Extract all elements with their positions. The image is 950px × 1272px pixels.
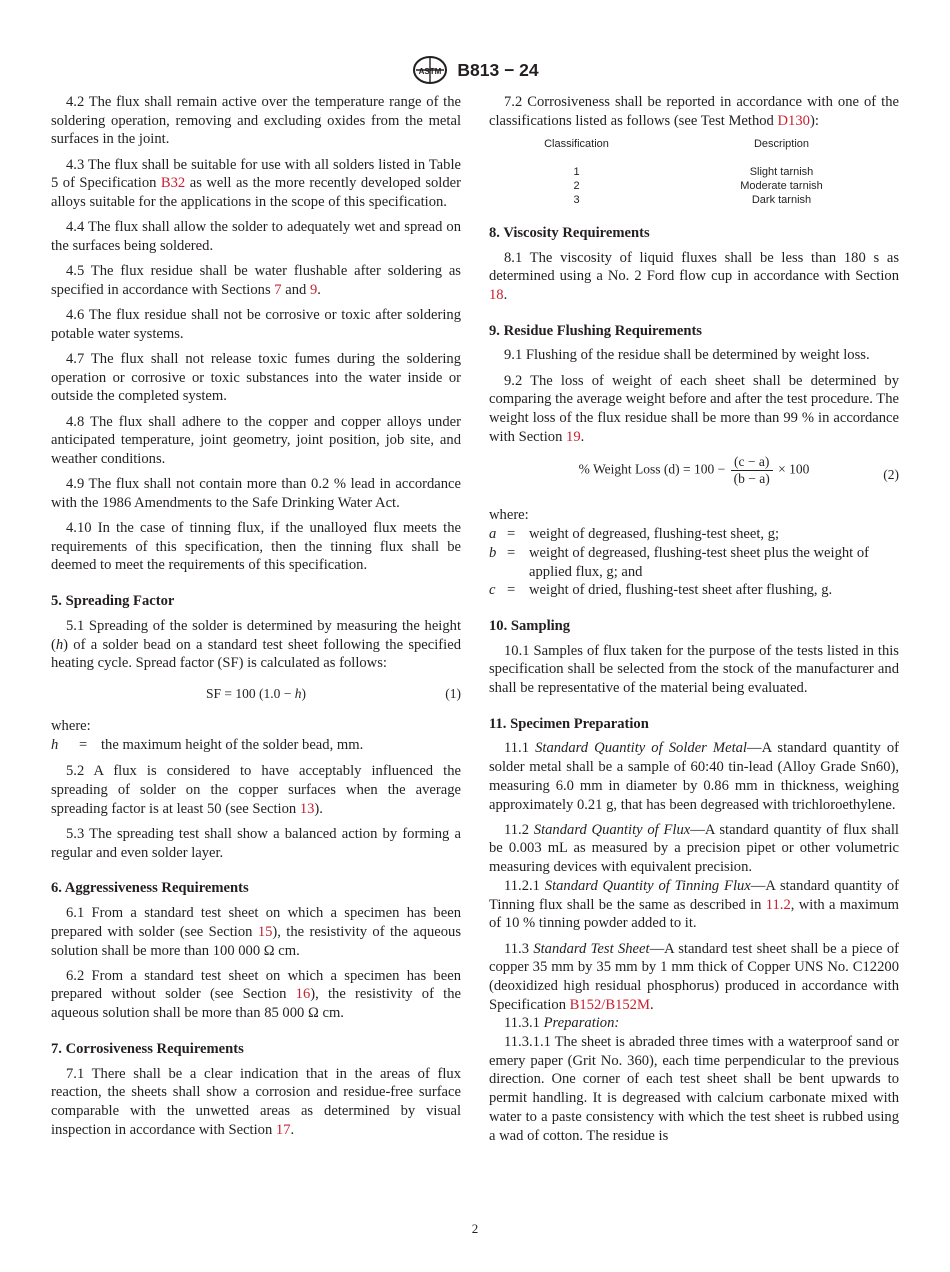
right-column [489,93,899,1145]
ref-link-section-17[interactable]: 17 [275,1121,291,1138]
definition-item: b = weight of degreased, flushing-test sheet plus the weight of applied flux, g; and [489,544,870,580]
para-4-4: 4.4 The flux shall allow the solder to adequately wet and spread on the surfaces being soldered. [51,219,461,254]
column-header: Description [753,137,810,150]
table-row [489,193,899,207]
where-label: where: [51,717,91,734]
definition-item: h = the maximum height of the solder bead, mm. [51,736,364,753]
para-11-3: 11.3 Standard Test Sheet—A standard test sheet shall be a piece of copper 35 mm by 35 mm by 1 mm thick of Copper UNS No. C12200 (deoxidized high residual phosphorus) produced in accordance with Specification B152/B152M. [489,940,899,1013]
ref-link-section-13[interactable]: 13 [299,800,315,817]
para-10-1: 10.1 Samples of flux taken for the purpose of the tests listed in this specification shall be selected from the stock of the manufacturer and shall be representative of the material being evaluated. [489,642,899,697]
para-5-1: 5.1 Spreading of the solder is determined by measuring the height (h) of a solder bead on a standard test sheet following the specified heating cycle. Spread factor (SF) is calculated as follows: [51,617,461,672]
document-code: B813 − 24 [457,59,539,80]
para-11-3-1: 11.3.1 Preparation: [504,1015,620,1032]
table-cell: 3 [573,193,580,206]
para-4-9: 4.9 The flux shall not contain more than 0.2 % lead in accordance with the 1986 Amendments to the Safe Drinking Water Act. [51,476,461,511]
table-cell: 2 [573,179,580,192]
table-cell: Moderate tarnish [740,179,823,192]
column-header: Classification [544,137,609,150]
para-11-2: 11.2 Standard Quantity of Flux—A standard quantity of flux shall be 0.003 mL as measured by a precision pipet or other volumetric measuring devices with equivalent precision. [489,821,899,876]
para-4-7: 4.7 The flux shall not release toxic fumes during the soldering operation or corrosive or toxic substances into the water inside or outside the completed system. [51,350,461,405]
para-11-1: 11.1 Standard Quantity of Solder Metal—A standard quantity of solder metal shall be a sample of 60:40 tin-lead (Alloy Grade Sn60), measuring 6.0 mm in diameter by 0.86 mm in thickness, weighing approximately 0.21 g, that has been degreased with trichloroethylene. [489,740,899,813]
para-6-1: 6.1 From a standard test sheet on which a specimen has been prepared with solder (see Section 15), the resistivity of the aqueous solution shall be more than 100 000 Ω cm. [51,905,461,959]
para-9-2: 9.2 The loss of weight of each sheet shall be determined by comparing the average weight before and after the test procedure. The weight loss of the flux residue shall be more than 99 % in accordance with Section 19. [489,372,899,445]
section-heading-9: 9. Residue Flushing Requirements [489,322,702,339]
para-11-2-1: 11.2.1 Standard Quantity of Tinning Flux—A standard quantity of Tinning flux shall be the same as described in 11.2, with a maximum of 10 % tinning powder added to it. [489,877,900,932]
section-heading-11: 11. Specimen Preparation [489,715,649,732]
para-4-5: 4.5 The flux residue shall be water flushable after soldering as specified in accordance with Sections 7 and 9. [51,263,461,298]
fraction: $\frac{(c - a)}{(b - a)}$ [731,454,773,487]
table-cell: Dark tarnish [751,193,812,206]
para-9-1: 9.1 Flushing of the residue shall be determined by weight loss. [504,347,870,364]
para-5-3: 5.3 The spreading test shall show a balanced action by forming a regular and even solder layer. [51,826,461,861]
para-6-2: 6.2 From a standard test sheet on which a specimen has been prepared without solder (see Section 16), the resistivity of the aqueous solution shall be more than 85 000 Ω cm. [51,967,462,1022]
section-heading-6: 6. Aggressiveness Requirements [51,880,249,897]
ref-link-11-2[interactable]: 11.2 [765,896,791,913]
para-11-3-1-1: 11.3.1.1 The sheet is abraded three times with a waterproof sand or emery paper (Grit No. 360), each time perpendicular to the previous direction. One corner of each test sheet shall be bent upwards to permit handling. It is degreased with calcium carbonate mixed with water to a paste consistency with which the test sheet is rubbed using a wad of cotton. The residue is [489,1034,899,1144]
para-5-2: 5.2 A flux is considered to have acceptably influenced the spreading of solder on the copper surfaces when the average spreading factor is at least 50 (see Section 13). [51,763,461,817]
definition-item: a = weight of degreased, flushing-test sheet, g; [489,526,780,543]
classification-table [489,137,899,207]
para-7-1: 7.1 There shall be a clear indication that in the areas of flux reaction, the sheets shall show a corrosion and residue-free surface comparable with the unwetted areas as determined by visual inspection in accordance with Section 17. [51,1065,461,1138]
where-label: where: [489,507,529,524]
equation-1: SF = 100 (1.0 − h) (1) [51,681,461,709]
table-row [489,165,899,179]
page-number: 2 [471,1221,479,1236]
ref-link-section-9[interactable]: 9 [309,281,318,298]
section-heading-5: 5. Spreading Factor [51,593,175,610]
para-4-3: 4.3 The flux shall be suitable for use with all solders listed in Table 5 of Specification B32 as well as the more recently developed solder alloys suitable for the applications in the scope of this specification. [51,156,461,211]
astm-logo-icon [411,55,449,85]
equation-number: (1) [445,685,461,701]
ref-link-section-15[interactable]: 15 [257,923,273,940]
para-8-1: 8.1 The viscosity of liquid fluxes shall be less than 180 s as determined using a No. 2 Ford flow cup in accordance with Section 18. [489,249,899,304]
ref-link-b152[interactable]: B152/B152M [569,996,650,1013]
table-row [489,179,899,193]
section-heading-8: 8. Viscosity Requirements [489,224,650,241]
left-column [51,93,461,1146]
section-heading-7: 7. Corrosiveness Requirements [51,1040,244,1057]
table-header-row [489,137,899,165]
table-cell: Slight tarnish [749,165,814,178]
section-heading-10: 10. Sampling [489,617,571,634]
para-4-6: 4.6 The flux residue shall not be corrosive or toxic after soldering potable water systems. [51,307,461,342]
ref-link-section-18[interactable]: 18 [489,287,504,304]
para-4-2: 4.2 The flux shall remain active over the temperature range of the soldering operation, removing and excluding oxides from the metal surfaces in the joint. [51,94,461,148]
page-header [0,55,950,85]
variable-definitions [51,736,461,755]
ref-link-section-7[interactable]: 7 [274,281,282,298]
ref-link-b32[interactable]: B32 [160,175,186,192]
definition-item: c = weight of dried, flushing-test sheet after flushing, g. [489,582,833,599]
equation-2: % Weight Loss (d) = 100 − $\frac{(c - a)}{(b - a)}$ × 100 (2) [578,454,899,487]
ref-link-section-19[interactable]: 19 [566,428,581,445]
equation-number: (2) [883,467,899,483]
para-7-2: 7.2 Corrosiveness shall be reported in accordance with one of the classifications listed as follows (see Test Method D130): [489,94,899,129]
para-4-8: 4.8 The flux shall adhere to the copper and copper alloys under anticipated temperature, joint geometry, joint position, job site, and weather conditions. [51,413,461,467]
ref-link-d130[interactable]: D130 [777,112,810,129]
table-cell: 1 [573,165,580,178]
svg-text:ASTM: ASTM [419,67,442,76]
para-4-10: 4.10 In the case of tinning flux, if the unalloyed flux meets the requirements of this specification, then the tinning flux shall be deemed to meet the requirements of this specification. [51,520,461,574]
ref-link-section-16[interactable]: 16 [295,986,311,1003]
variable-definitions [489,525,899,600]
